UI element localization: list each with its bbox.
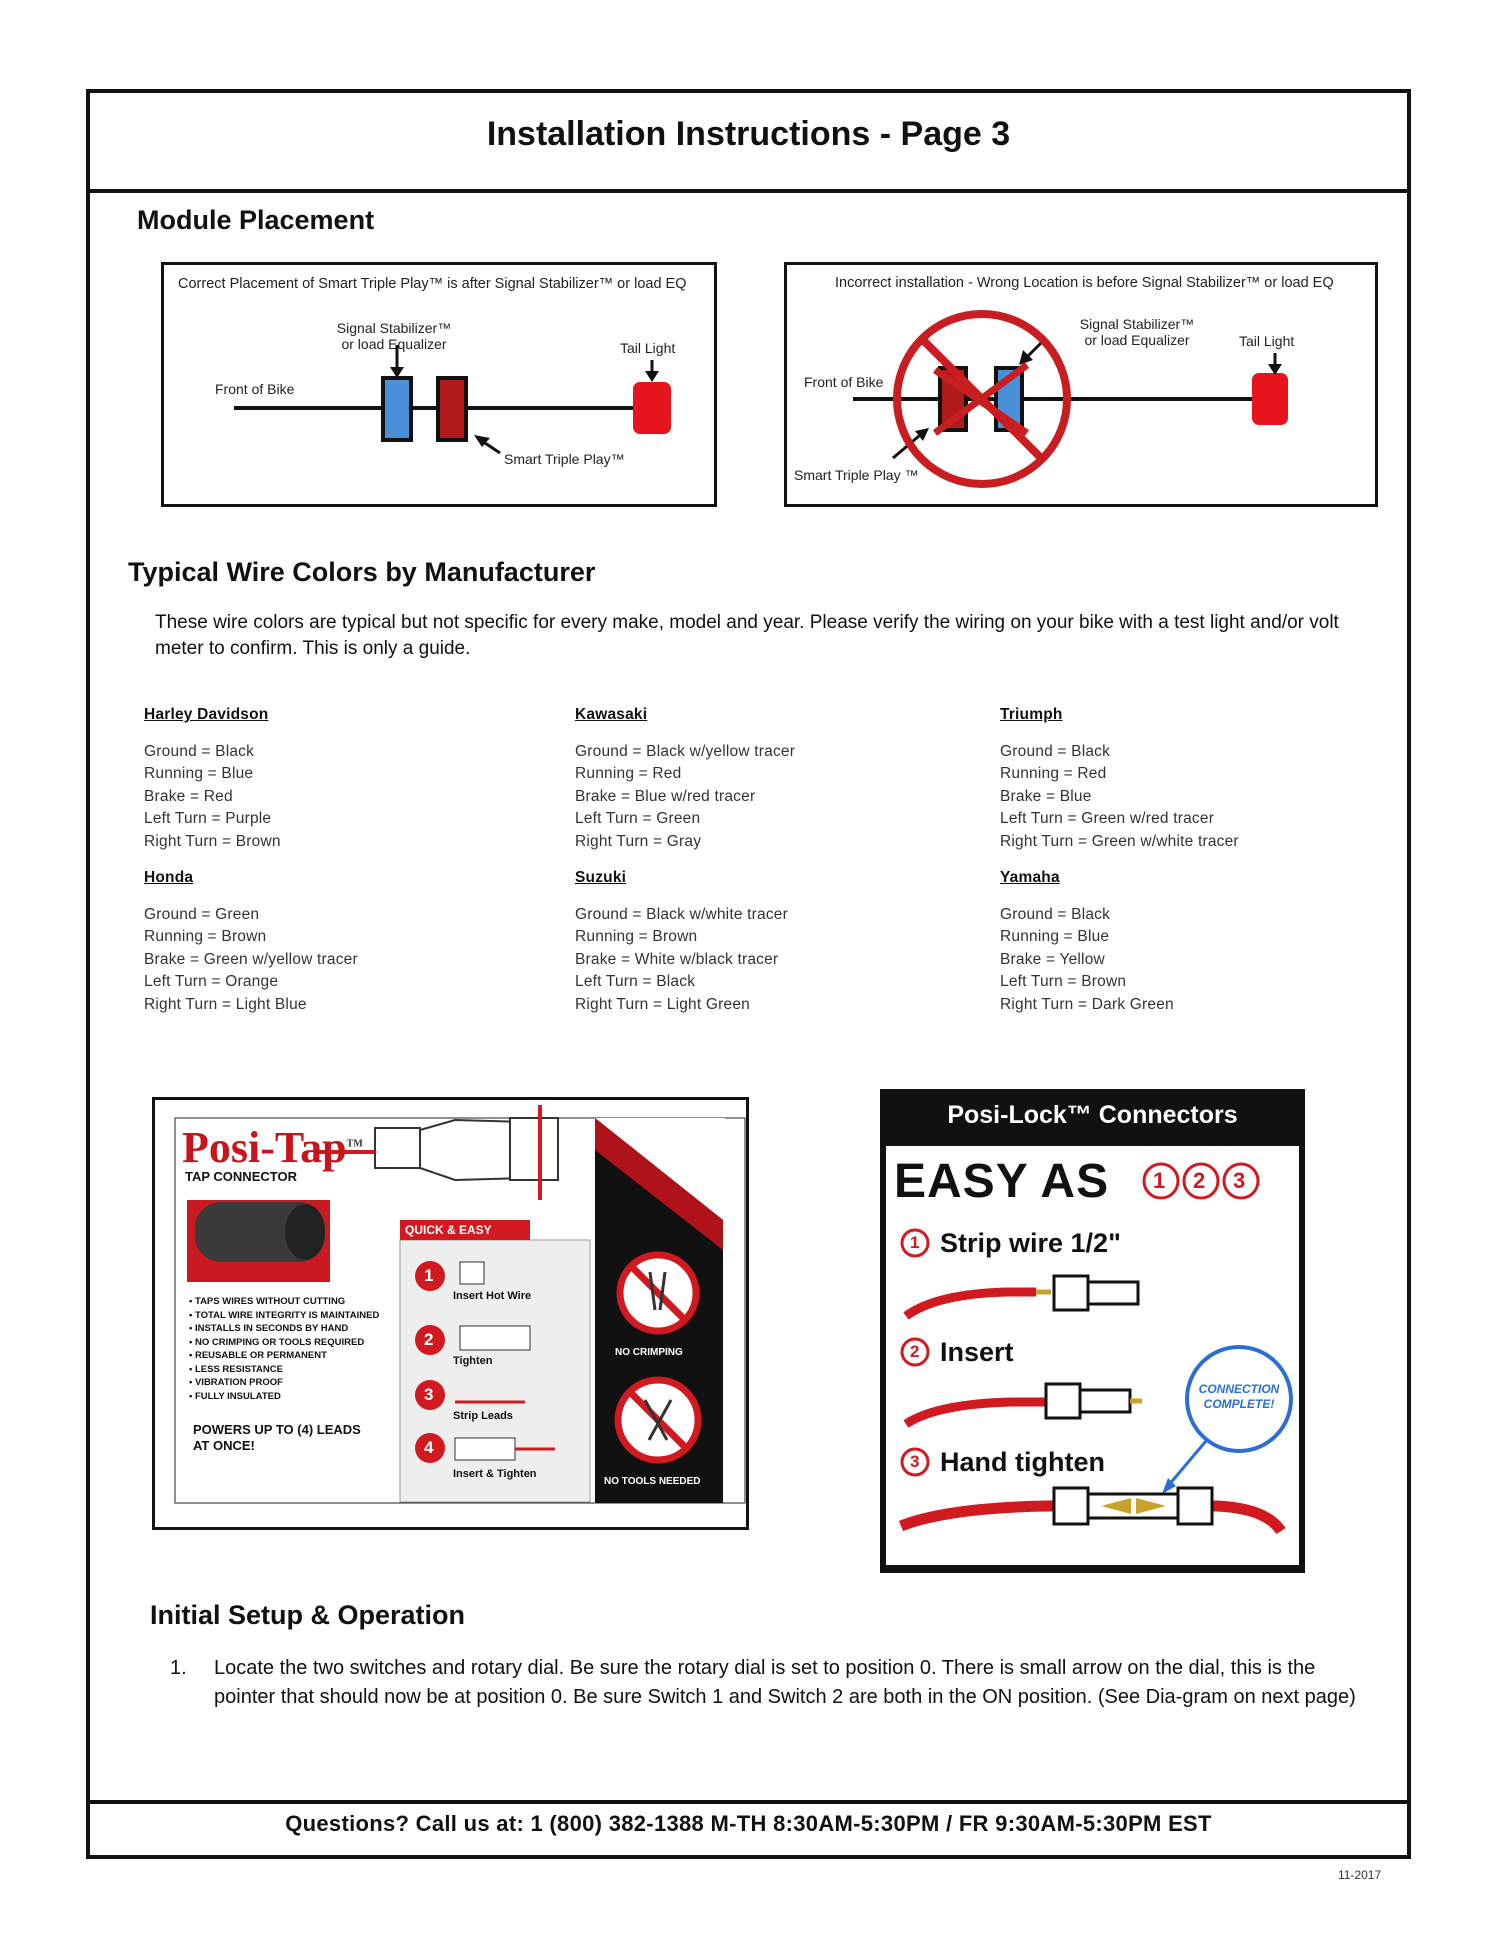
manufacturer-suzuki: Suzuki Ground = Black w/white tracer Running = Brown Brake = White w/black tracer Left Turn = Black Right Turn = Light Green (575, 869, 788, 1013)
posi-lock-step-num-3: 3 (910, 1452, 920, 1471)
step-label-insert-tighten: Insert & Tighten (453, 1468, 537, 1480)
tail-light (633, 382, 671, 434)
powers-up-text: POWERS UP TO (4) LEADS AT ONCE! (193, 1422, 361, 1453)
stabilizer-module (383, 378, 411, 440)
posi-lock-step-num-1: 1 (910, 1233, 920, 1252)
step-label-insert-hot-wire: Insert Hot Wire (453, 1290, 532, 1302)
incorrect-caption: Incorrect installation - Wrong Location is before Signal Stabilizer™ or load EQ (835, 275, 1334, 291)
posi-lock-ad (880, 1089, 1305, 1573)
quick-easy-label: QUICK & EASY (405, 1223, 492, 1237)
step-hand-tighten: Hand tighten (940, 1447, 1105, 1477)
posi-lock-panel (886, 1146, 1299, 1565)
easy-num-1: 1 (1153, 1168, 1166, 1193)
title-divider (86, 189, 1411, 193)
step-label-strip-leads: Strip Leads (453, 1410, 513, 1422)
no-crimping-label: NO CRIMPING (615, 1347, 683, 1358)
posi-tap-step-1: 1 (424, 1266, 434, 1285)
posi-tap-subtitle: TAP CONNECTOR (185, 1169, 297, 1184)
setup-heading: Initial Setup & Operation (150, 1600, 466, 1630)
module-placement-heading: Module Placement (137, 205, 375, 235)
correct-tail-light-label: Tail Light (620, 340, 676, 356)
step-label-tighten: Tighten (453, 1355, 493, 1367)
correct-wiring-graphic (164, 265, 714, 504)
correct-front-label: Front of Bike (215, 381, 295, 397)
posi-tap-step-3: 3 (424, 1385, 434, 1404)
step-strip-wire: Strip wire 1/2" (940, 1228, 1121, 1258)
manufacturer-harley-davidson: Harley Davidson Ground = Black Running = Blue Brake = Red Left Turn = Purple Right Turn = Brown (144, 706, 281, 850)
posi-tap-logo: Posi-Tap™ (182, 1123, 363, 1172)
step-insert: Insert (940, 1337, 1014, 1367)
posi-tap-step-4: 4 (424, 1438, 434, 1457)
easy-as-label: EASY AS (894, 1155, 1110, 1208)
wire-colors-heading: Typical Wire Colors by Manufacturer (128, 557, 596, 587)
wire-colors-intro: These wire colors are typical but not specific for every make, model and year. Please verify the wiring on your bike with a test light and/or volt meter to confirm. This is only a guide. (155, 612, 1339, 659)
no-tools-label: NO TOOLS NEEDED (604, 1476, 701, 1487)
incorrect-wiring-graphic (787, 265, 1375, 504)
manufacturer-honda: Honda Ground = Green Running = Brown Brake = Green w/yellow tracer Left Turn = Orange Right Turn = Light Blue (144, 869, 358, 1013)
incorrect-tail-light-label: Tail Light (1239, 333, 1295, 349)
revision-date: 11-2017 (1338, 1868, 1382, 1882)
correct-caption: Correct Placement of Smart Triple Play™ is after Signal Stabilizer™ or load EQ (178, 276, 687, 292)
smart-triple-play-module (438, 378, 466, 440)
incorrect-front-label: Front of Bike (804, 374, 884, 390)
connection-complete-label: CONNECTION COMPLETE! (1198, 1382, 1280, 1411)
footer-divider (86, 1800, 1411, 1804)
manufacturer-triumph: Triumph Ground = Black Running = Red Brake = Blue Left Turn = Green w/red tracer Right Turn = Green w/white tracer (1000, 706, 1239, 850)
posi-tap-step-2: 2 (424, 1330, 434, 1349)
posi-lock-step-num-2: 2 (910, 1342, 920, 1361)
posi-tap-ad (152, 1097, 749, 1530)
incorrect-stabilizer-label: Signal Stabilizer™ or load Equalizer (1079, 316, 1195, 348)
posi-lock-title: Posi-Lock™ Connectors (947, 1101, 1238, 1129)
easy-num-2: 2 (1193, 1168, 1206, 1193)
easy-num-3: 3 (1233, 1168, 1246, 1193)
correct-stp-label: Smart Triple Play™ (504, 451, 625, 467)
correct-stabilizer-label: Signal Stabilizer™ or load Equalizer (336, 320, 452, 352)
manufacturer-kawasaki: Kawasaki Ground = Black w/yellow tracer Running = Red Brake = Blue w/red tracer Left Turn = Green Right Turn = Gray (575, 706, 796, 850)
incorrect-stp-label: Smart Triple Play ™ (794, 467, 919, 483)
incorrect-placement-diagram (784, 262, 1378, 507)
footer-contact: Questions? Call us at: 1 (800) 382-1388 M-TH 8:30AM-5:30PM / FR 9:30AM-5:30PM EST (285, 1811, 1212, 1836)
page-title: Installation Instructions - Page 3 (486, 115, 1011, 153)
correct-placement-diagram (161, 262, 717, 507)
manufacturer-yamaha: Yamaha Ground = Black Running = Blue Brake = Yellow Left Turn = Brown Right Turn = Dark Green (1000, 869, 1174, 1013)
posi-tap-bullets: • TAPS WIRES WITHOUT CUTTING • TOTAL WIRE INTEGRITY IS MAINTAINED • INSTALLS IN SECONDS BY HAND • NO CRIMPING OR TOOLS REQUIRED • REUSABLE OR PERMANENT • LESS RESISTANCE • VIBRATION PROOF • FULLY INSULATED (189, 1296, 380, 1402)
